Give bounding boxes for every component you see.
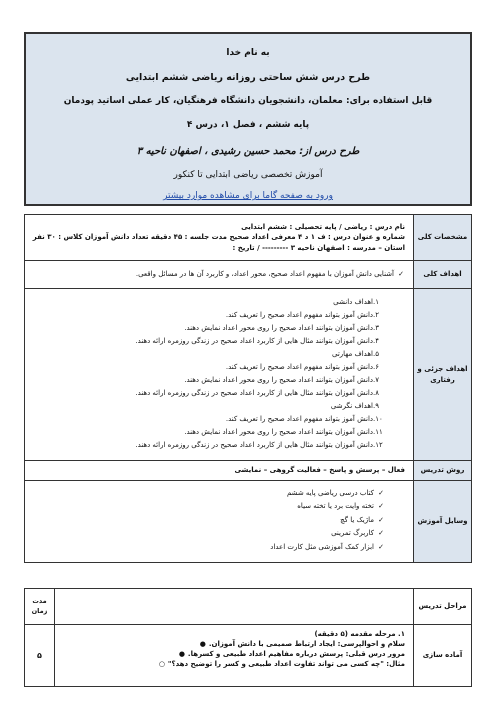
stage-line-1: سلام و احوالپرسی: ایجاد ارتباط صمیمی با دانش آموزان.● xyxy=(63,639,405,649)
stage-line-2: مرور درس قبلی: پرسش درباره مفاهیم اعداد طبیعی و کسرها.● xyxy=(63,649,405,659)
stage-column-header: مراحل تدریس xyxy=(414,589,472,625)
stages-table xyxy=(24,588,472,687)
bullet-icon: ● xyxy=(178,650,185,659)
list-item: ✓ماژیک یا گچ xyxy=(340,515,384,524)
list-item: ✓تخته وایت برد یا تخته سیاه xyxy=(297,502,384,511)
preparation-row xyxy=(25,625,472,687)
list-item: ۱.اهداف دانشی xyxy=(333,297,379,306)
stage-content-header xyxy=(55,589,414,625)
list-item: ۱۱.دانش آموزان بتوانند اعداد صحیح را روی محور اعداد نمایش دهند. xyxy=(184,427,383,436)
specs-row xyxy=(25,215,472,261)
general-goal-row xyxy=(25,261,472,289)
specs-line-2: شماره و عنوان درس : ف ۱ د ۴ معرفی اعداد صحیح مدت جلسه : ۴۵ دقیقه تعداد دانش آموزان کلاس : ۳۰ نفر xyxy=(32,233,405,242)
stage-line-3: مثال: "چه کسی می تواند تفاوت اعداد طبیعی و کسر را توضیح دهد؟"○ xyxy=(63,659,405,669)
list-item: ✓ابزار کمک آموزشی مثل کارت اعداد xyxy=(270,542,384,551)
list-item: ۸.دانش آموزان بتوانند مثال هایی از کاربرد اعداد صحیح در زندگی روزمره ارائه دهند. xyxy=(135,388,379,397)
list-item: ۱۲.دانش آموزان بتوانند مثال هایی از کاربرد اعداد صحیح در زندگی روزمره ارائه دهند. xyxy=(135,440,383,449)
objectives-label: اهداف جزئی و رفتاری xyxy=(414,289,472,461)
stage-heading: ۱. مرحله مقدمه (۵ دقیقه) xyxy=(314,630,405,638)
plan-title: طرح درس شش ساحتی روزانه ریاضی ششم ابتدایی xyxy=(125,72,371,83)
methods-label: روش تدریس xyxy=(414,461,472,481)
check-icon: ✓ xyxy=(378,515,384,524)
preparation-content xyxy=(55,625,414,687)
tools-row xyxy=(25,481,472,563)
list-item: ۵.اهداف مهارتی xyxy=(331,349,379,358)
preparation-minutes: ۵ xyxy=(25,625,55,687)
general-goal-label: اهداف کلی xyxy=(414,261,472,289)
more-link[interactable]: ورود به صفحه گاما برای مشاهده موارد بیشتر xyxy=(163,191,333,201)
title-block xyxy=(24,32,472,206)
list-item: ۱۰.دانش آموز بتواند مفهوم اعداد صحیح را تعریف کند. xyxy=(225,414,383,423)
check-icon: ✓ xyxy=(378,502,384,511)
basmala: به نام خدا xyxy=(226,48,270,58)
list-item: ✓کاربرگ تمرینی xyxy=(331,529,384,538)
check-icon: ✓ xyxy=(378,542,384,551)
list-item: ۶.دانش آموز بتواند مفهوم اعداد صحیح را تعریف کند. xyxy=(225,362,379,371)
list-item: ۷.دانش آموزان بتوانند اعداد صحیح را روی محور اعداد نمایش دهند. xyxy=(184,375,379,384)
lesson-line: پایه ششم ، فصل ۱، درس ۴ xyxy=(186,120,310,130)
methods-row xyxy=(25,461,472,481)
list-item: ۲.دانش آموز بتواند مفهوم اعداد صحیح را تعریف کند. xyxy=(225,310,379,319)
lesson-plan-page xyxy=(10,10,486,698)
check-icon: ✓ xyxy=(378,488,384,497)
bullet-icon: ● xyxy=(199,640,206,649)
tools-cell xyxy=(25,481,414,563)
circle-bullet-icon: ○ xyxy=(158,660,165,669)
general-goal-text: آشنایی دانش آموزان با مفهوم اعداد صحیح، محور اعداد، و کاربرد آن ها در مسائل واقعی. xyxy=(135,270,394,279)
list-item: ۹.اهداف نگرشی xyxy=(330,401,379,410)
check-icon: ✓ xyxy=(398,270,404,279)
site-line: آموزش تخصصی ریاضی ابتدایی تا کنکور xyxy=(173,170,323,180)
specs-line-1: نام درس : ریاضی / پایه تحصیلی : ششم ابتدایی xyxy=(241,223,405,232)
objectives-cell xyxy=(25,289,414,461)
list-item: ✓کتاب درسی ریاضی پایه ششم xyxy=(286,488,384,497)
general-goal-cell xyxy=(25,261,414,289)
specs-line-3: استان – مدرسه : اصفهان ناحیه ۳ --------- / تاریخ : xyxy=(232,243,405,252)
list-item: ۴.دانش آموزان بتوانند مثال هایی از کاربرد اعداد صحیح در زندگی روزمره ارائه دهند. xyxy=(135,336,379,345)
list-item: ۳.دانش آموزان بتوانند اعداد صحیح را روی محور اعداد نمایش دهند. xyxy=(184,323,379,332)
objectives-row xyxy=(25,289,472,461)
audience-line: قابل استفاده برای: معلمان، دانشجویان دانشگاه فرهنگیان، کار عملی اساتید پودمان xyxy=(63,96,433,106)
methods-text: فعال – پرسش و پاسخ – فعالیت گروهی – نمایشی xyxy=(25,461,414,481)
time-column-header: مدت زمان xyxy=(25,589,55,625)
specs-cell xyxy=(25,215,414,261)
stages-header-row xyxy=(25,589,472,625)
preparation-label: آماده سازی xyxy=(414,625,472,687)
tools-label: وسایل آموزش xyxy=(414,481,472,563)
plan-table xyxy=(24,214,472,563)
author-line: طرح درس از: محمد حسین رشیدی ، اصفهان ناحیه ۳ xyxy=(136,146,360,157)
specs-label: مشخصات کلی xyxy=(414,215,472,261)
check-icon: ✓ xyxy=(378,529,384,538)
